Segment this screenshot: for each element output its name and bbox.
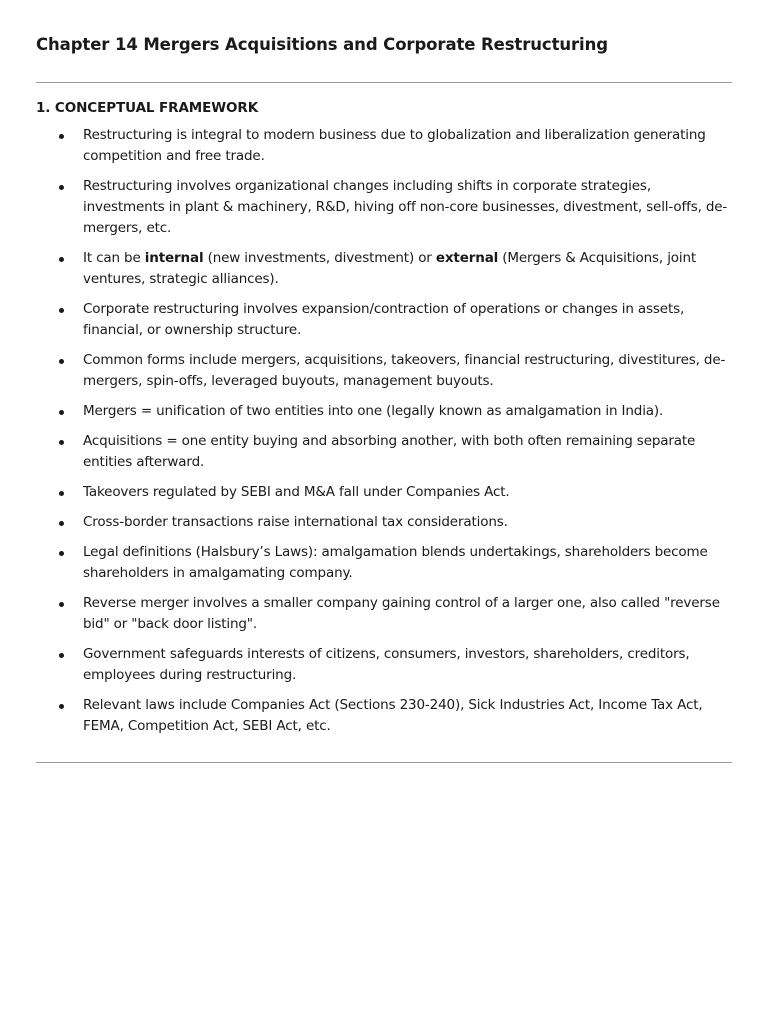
list-item-text: Relevant laws include Companies Act (Sections 230-240), Sick Industries Act, Income Tax Act, FEMA, Competition Act, SEBI Act, etc. — [83, 697, 703, 734]
list-item — [36, 593, 732, 635]
list-item-text: Mergers = unification of two entities into one (legally known as amalgamation in India). — [83, 403, 664, 419]
list-item — [36, 125, 732, 167]
list-item — [36, 482, 732, 503]
list-item-text-part: It can be — [83, 250, 145, 266]
bullet-icon — [59, 491, 64, 496]
list-item-text-part: (new investments, divestment) or — [203, 250, 436, 266]
list-item-text: Cross-border transactions raise international tax considerations. — [83, 514, 508, 530]
section-heading: 1. CONCEPTUAL FRAMEWORK — [36, 100, 259, 116]
bullet-icon — [59, 185, 64, 190]
bullet-icon — [59, 551, 64, 556]
bullet-list — [36, 125, 732, 737]
list-item-text: Reverse merger involves a smaller company gaining control of a larger one, also called "reverse bid" or "back door listing". — [83, 595, 720, 632]
bullet-icon — [59, 308, 64, 313]
list-item — [36, 299, 732, 341]
bullet-icon — [59, 359, 64, 364]
section-divider — [36, 762, 732, 763]
list-item-text: Restructuring is integral to modern business due to globalization and liberalization generating competition and free trade. — [83, 127, 706, 164]
internal-term: internal — [144, 250, 204, 266]
bullet-icon — [59, 653, 64, 658]
list-item — [36, 431, 732, 473]
list-item — [36, 695, 732, 737]
list-item-text-part: (Mergers & Acquisitions, joint ventures, strategic alliances). — [83, 250, 697, 287]
bullet-icon — [59, 521, 64, 526]
bullet-icon — [59, 134, 64, 139]
list-item-text: Corporate restructuring involves expansion/contraction of operations or changes in assets, financial, or ownership structure. — [83, 301, 685, 338]
list-item — [36, 644, 732, 686]
list-item-text: Acquisitions = one entity buying and absorbing another, with both often remaining separate entities afterward. — [83, 433, 696, 470]
list-item-text: Government safeguards interests of citizens, consumers, investors, shareholders, creditors, employees during restructuring. — [83, 646, 690, 683]
list-item — [36, 248, 732, 290]
bullet-icon — [59, 440, 64, 445]
list-item-text: Restructuring involves organizational changes including shifts in corporate strategies, investments in plant & machinery, R&D, hiving off non-core businesses, divestment, sell-offs, de-mergers, etc. — [83, 178, 728, 236]
bullet-icon — [59, 410, 64, 415]
list-item-text: Takeovers regulated by SEBI and M&A fall under Companies Act. — [83, 484, 510, 500]
list-item — [36, 401, 732, 422]
external-term: external — [435, 250, 499, 266]
title-divider — [36, 82, 732, 83]
list-item — [36, 176, 732, 239]
list-item-text: Common forms include mergers, acquisitions, takeovers, financial restructuring, divestitures, de-mergers, spin-offs, leveraged buyouts, management buyouts. — [83, 352, 726, 389]
list-item — [36, 350, 732, 392]
list-item — [36, 542, 732, 584]
bullet-icon — [59, 704, 64, 709]
bullet-icon — [59, 257, 64, 262]
list-item — [36, 512, 732, 533]
list-item-text: Legal definitions (Halsbury’s Laws): amalgamation blends undertakings, shareholders become shareholders in amalgamating company. — [83, 544, 708, 581]
bullet-icon — [59, 602, 64, 607]
page-title: Chapter 14 Mergers Acquisitions and Corporate Restructuring — [36, 35, 608, 54]
